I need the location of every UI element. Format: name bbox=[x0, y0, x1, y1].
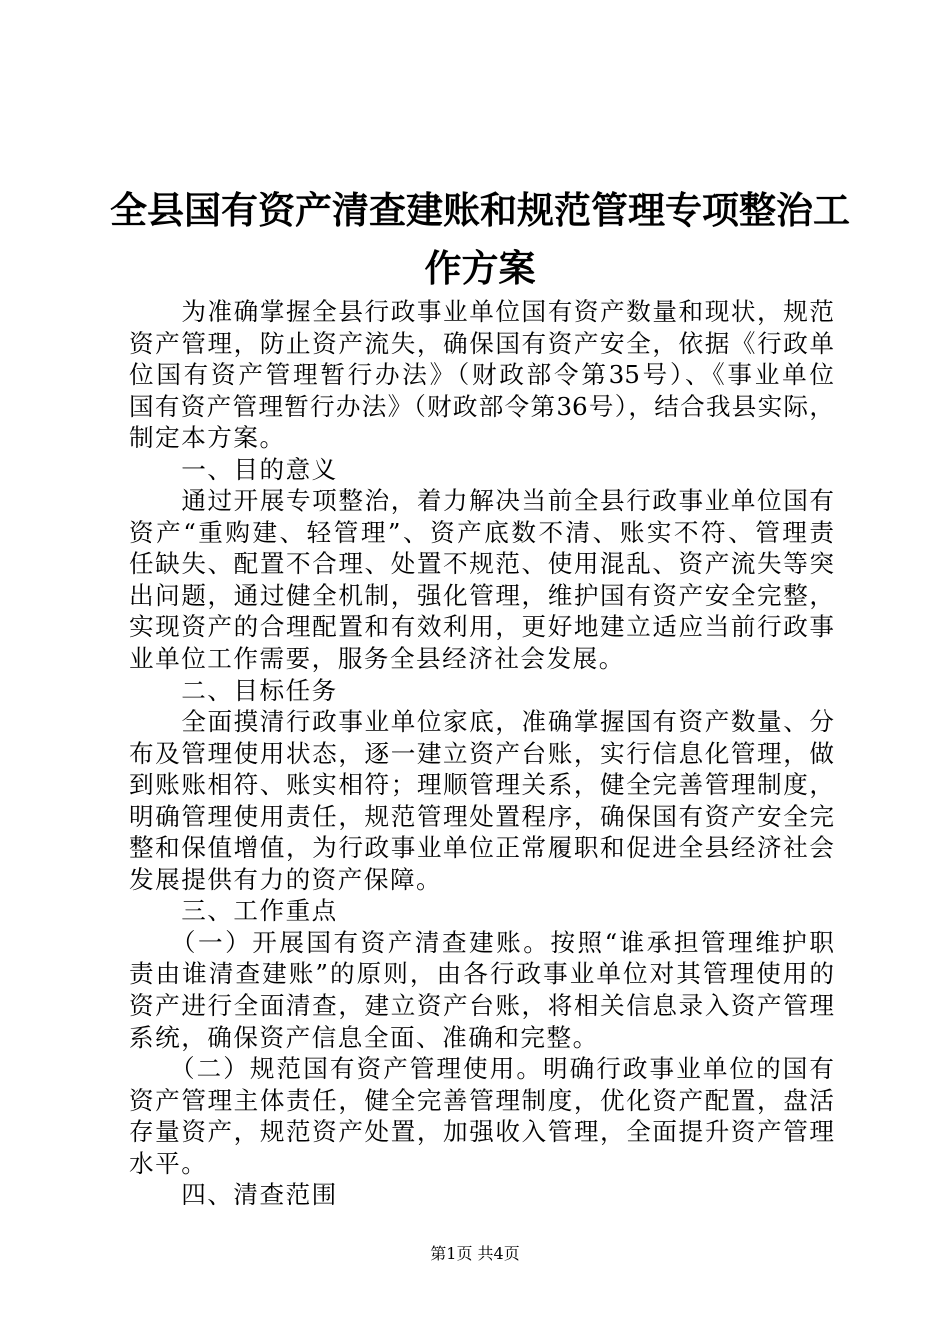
body-line: 三、工作重点 bbox=[129, 896, 338, 926]
body-line: 为准确掌握全县行政事业单位国有资产数量和现状，规范 bbox=[129, 297, 834, 326]
body-line: 明确管理使用责任，规范管理处置程序，确保国有资产安全完 bbox=[129, 801, 834, 831]
body-line: 国有资产管理暂行办法》（财政部令第36号），结合我县实际， bbox=[129, 391, 834, 421]
document-title-line-1: 全县国有资产清查建账和规范管理专项整治工 bbox=[110, 188, 850, 232]
body-line: 任缺失、配置不合理、处置不规范、使用混乱、资产流失等突 bbox=[129, 549, 834, 579]
body-line: 资产管理，防止资产流失，确保国有资产安全，依据《行政单 bbox=[129, 328, 834, 358]
body-line: 到账账相符、账实相符；理顺管理关系，健全完善管理制度， bbox=[129, 770, 834, 800]
body-line: 二、目标任务 bbox=[129, 675, 338, 705]
body-line: 系统，确保资产信息全面、准确和完整。 bbox=[129, 1022, 599, 1052]
body-line: 业单位工作需要，服务全县经济社会发展。 bbox=[129, 644, 625, 674]
document-title-line-2: 作方案 bbox=[424, 246, 536, 290]
body-line: 一、目的意义 bbox=[129, 454, 338, 484]
body-line: 整和保值增值，为行政事业单位正常履职和促进全县经济社会 bbox=[129, 833, 834, 863]
body-line: 实现资产的合理配置和有效利用，更好地建立适应当前行政事 bbox=[129, 612, 834, 642]
body-line: 资产“重购建、轻管理”、资产底数不清、账实不符、管理责 bbox=[129, 517, 834, 547]
body-line: 发展提供有力的资产保障。 bbox=[129, 864, 443, 894]
body-line: 通过开展专项整治，着力解决当前全县行政事业单位国有 bbox=[129, 486, 834, 516]
document-body bbox=[129, 296, 834, 1211]
body-line: （一）开展国有资产清查建账。按照“谁承担管理维护职 bbox=[129, 927, 834, 957]
body-line: 出问题，通过健全机制，强化管理，维护国有资产安全完整， bbox=[129, 580, 834, 610]
body-line: 四、清查范围 bbox=[129, 1180, 338, 1210]
body-line: 责由谁清查建账”的原则，由各行政事业单位对其管理使用的 bbox=[129, 959, 834, 989]
body-line: 存量资产，规范资产处置，加强收入管理，全面提升资产管理 bbox=[129, 1117, 834, 1147]
body-line: 水平。 bbox=[129, 1148, 208, 1178]
body-line: 位国有资产管理暂行办法》（财政部令第35号）、《事业单位 bbox=[129, 360, 834, 390]
body-line: 资产管理主体责任，健全完善管理制度，优化资产配置，盘活 bbox=[129, 1085, 834, 1115]
page-footer: 第1页 共4页 bbox=[430, 1244, 520, 1263]
body-line: 资产进行全面清查，建立资产台账，将相关信息录入资产管理 bbox=[129, 991, 834, 1021]
body-line: （二）规范国有资产管理使用。明确行政事业单位的国有 bbox=[129, 1054, 834, 1084]
body-line: 全面摸清行政事业单位家底，准确掌握国有资产数量、分 bbox=[129, 707, 834, 737]
body-line: 布及管理使用状态，逐一建立资产台账，实行信息化管理，做 bbox=[129, 738, 834, 768]
body-line: 制定本方案。 bbox=[129, 423, 286, 453]
